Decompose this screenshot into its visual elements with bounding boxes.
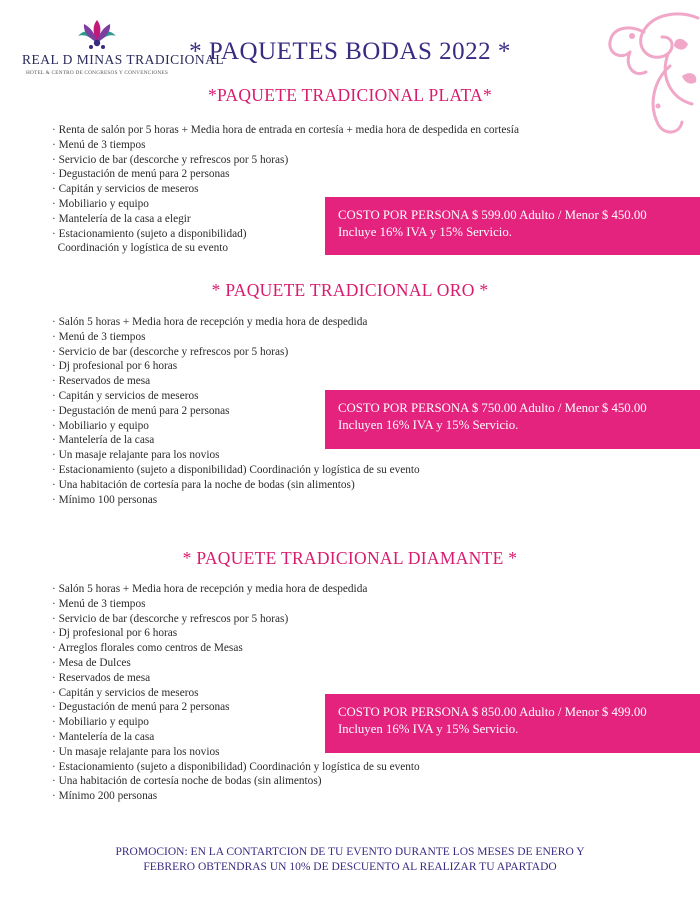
- list-item: · Dj profesional por 6 horas: [52, 626, 420, 641]
- list-item: · Renta de salón por 5 horas + Media hora de entrada en cortesía + media hora de despedida en cortesía: [52, 123, 519, 138]
- package-plata-title: *PAQUETE TRADICIONAL PLATA*: [207, 85, 493, 105]
- cost-tax-line: Incluyen 16% IVA y 15% Servicio.: [338, 418, 519, 432]
- list-item: · Estacionamiento (sujeto a disponibilidad): [52, 227, 519, 242]
- list-item: · Mobiliario y equipo: [52, 197, 519, 212]
- page-title: * PAQUETES BODAS 2022 *: [189, 38, 511, 65]
- list-item: · Degustación de menú para 2 personas: [52, 167, 519, 182]
- promotion-line-1: PROMOCION: EN LA CONTARTCION DE TU EVENTO DURANTE LOS MESES DE ENERO Y: [115, 846, 585, 858]
- list-item: · Mínimo 200 personas: [52, 789, 420, 804]
- promotion-text: [0, 845, 700, 875]
- list-item: · Una habitación de cortesía para la noche de bodas (sin alimentos): [52, 478, 420, 493]
- logo-subtitle: HOTEL & CENTRO DE CONGRESOS Y CONVENCIONES: [26, 70, 168, 76]
- cost-price-line: COSTO POR PERSONA $ 750.00 Adulto / Menor $ 450.00: [338, 401, 647, 415]
- list-item: · Un masaje relajante para los novios: [52, 745, 420, 760]
- list-item: · Mínimo 100 personas: [52, 493, 420, 508]
- list-item: · Menú de 3 tiempos: [52, 138, 519, 153]
- list-item: · Reservados de mesa: [52, 671, 420, 686]
- package-diamante-title: * PAQUETE TRADICIONAL DIAMANTE *: [182, 548, 518, 568]
- list-item: · Menú de 3 tiempos: [52, 597, 420, 612]
- list-item: · Servicio de bar (descorche y refrescos por 5 horas): [52, 345, 420, 360]
- flourish-ornament-icon: [570, 6, 700, 141]
- list-item: · Capitán y servicios de meseros: [52, 686, 420, 701]
- list-item: · Un masaje relajante para los novios: [52, 448, 420, 463]
- list-item: Coordinación y logística de su evento: [57, 242, 229, 255]
- list-item: · Mobiliario y equipo: [52, 715, 420, 730]
- list-item: · Servicio de bar (descorche y refrescos por 5 horas): [52, 612, 420, 627]
- cost-tax-line: Incluye 16% IVA y 15% Servicio.: [338, 225, 512, 239]
- cost-price-line: COSTO POR PERSONA $ 599.00 Adulto / Menor $ 450.00: [338, 208, 647, 222]
- list-item: · Mesa de Dulces: [52, 656, 420, 671]
- list-item: · Estacionamiento (sujeto a disponibilidad) Coordinación y logística de su evento: [52, 760, 420, 775]
- list-item: · Reservados de mesa: [52, 374, 420, 389]
- list-item: · Servicio de bar (descorche y refrescos por 5 horas): [52, 153, 519, 168]
- list-item: · Arreglos florales como centros de Mesas: [52, 641, 420, 656]
- list-item: · Salón 5 horas + Media hora de recepción y media hora de despedida: [52, 582, 420, 597]
- list-item: · Estacionamiento (sujeto a disponibilidad) Coordinación y logística de su evento: [52, 463, 420, 478]
- package-oro-cost-box: [325, 390, 700, 449]
- package-plata-cost-box: [325, 197, 700, 255]
- promotion-line-2: FEBRERO OBTENDRAS UN 10% DE DESCUENTO AL REALIZAR TU APARTADO: [143, 861, 557, 873]
- package-diamante-list: [52, 582, 420, 804]
- cost-tax-line: Incluyen 16% IVA y 15% Servicio.: [338, 722, 519, 736]
- logo-name: REAL D MINAS TRADICIONAL: [22, 52, 225, 67]
- list-item: · Capitán y servicios de meseros: [52, 389, 420, 404]
- package-oro-title: * PAQUETE TRADICIONAL ORO *: [211, 280, 489, 300]
- list-item: · Dj profesional por 6 horas: [52, 359, 420, 374]
- list-item: · Degustación de menú para 2 personas: [52, 700, 420, 715]
- list-item: · Degustación de menú para 2 personas: [52, 404, 420, 419]
- cost-price-line: COSTO POR PERSONA $ 850.00 Adulto / Menor $ 499.00: [338, 705, 647, 719]
- list-item: · Capitán y servicios de meseros: [52, 182, 519, 197]
- list-item: · Mobiliario y equipo: [52, 419, 420, 434]
- list-item: · Mantelería de la casa: [52, 433, 420, 448]
- list-item: · Mantelería de la casa: [52, 730, 420, 745]
- package-diamante-cost-box: [325, 694, 700, 753]
- list-item: · Mantelería de la casa a elegir: [52, 212, 519, 227]
- list-item: · Salón 5 horas + Media hora de recepción y media hora de despedida: [52, 315, 420, 330]
- list-item: · Menú de 3 tiempos: [52, 330, 420, 345]
- list-item: · Una habitación de cortesía noche de bodas (sin alimentos): [52, 774, 420, 789]
